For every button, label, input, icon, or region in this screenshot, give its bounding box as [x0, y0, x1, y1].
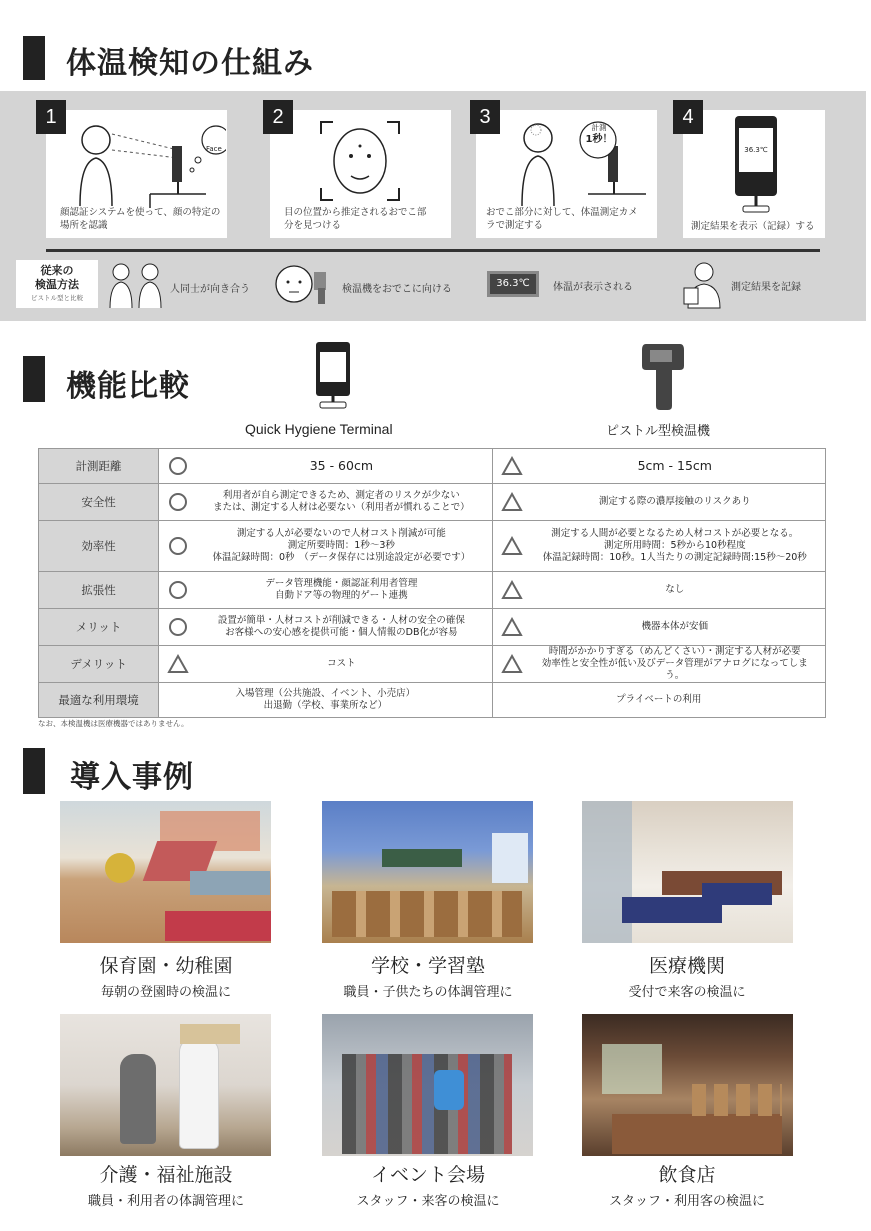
section-marker	[23, 36, 45, 80]
comparison-row-header: デメリット	[39, 646, 159, 683]
face-detection-illustration	[315, 116, 405, 206]
case-subtitle: 受付で来客の検温に	[628, 985, 746, 1000]
comparison-cell-pistol: プライベートの利用	[492, 683, 825, 718]
step-caption: 測定結果を表示（記録）する	[691, 221, 815, 232]
case-subtitle: 職員・利用者の体調管理に	[87, 1194, 244, 1209]
triangle-mark-icon	[167, 653, 189, 675]
triangle-mark-icon	[501, 579, 523, 601]
comparison-cell-terminal: コスト	[159, 646, 492, 683]
triangle-mark-icon	[501, 616, 523, 638]
circle-mark-icon	[167, 535, 189, 557]
comparison-cell-terminal: 利用者が自ら測定できるため、測定者のリスクが少ない または、測定する人材は必要ない（利用者が慣れることで）	[159, 484, 492, 521]
circle-mark-icon	[167, 455, 189, 477]
disclaimer-note: なお、本検温機は医療機器ではありません。	[38, 719, 189, 728]
photo-board	[180, 1024, 240, 1044]
measure-bubble-label: 計測 1秒！	[585, 123, 613, 145]
step-number-4: 4	[673, 100, 703, 134]
section-divider	[46, 249, 820, 252]
photo-window	[492, 833, 528, 883]
comparison-row	[39, 521, 826, 572]
legacy-step-text: 測定結果を記録	[731, 282, 801, 293]
step-card-4	[683, 110, 825, 238]
photo-table	[612, 1114, 782, 1154]
case-photo-nursery	[60, 801, 271, 943]
case-subtitle: 毎朝の登園時の検温に	[100, 985, 231, 1000]
photo-chairs	[692, 1084, 782, 1116]
comparison-table	[38, 448, 826, 718]
comparison-row	[39, 683, 826, 718]
face-label: Face	[206, 145, 222, 153]
triangle-mark-icon	[501, 535, 523, 557]
pistol-thermometer-icon	[640, 340, 686, 412]
legacy-method-label: 従来の 検温方法 ピストル型と比較	[16, 260, 98, 308]
forehead-thermometer-icon	[272, 258, 336, 310]
legacy-step-text: 検温機をおでこに向ける	[342, 284, 452, 295]
section-marker	[23, 748, 45, 794]
comparison-row-header: 効率性	[39, 521, 159, 572]
circle-mark-icon	[167, 491, 189, 513]
comparison-row-header: 拡張性	[39, 572, 159, 609]
step-number-1: 1	[36, 100, 66, 134]
comparison-row-header: 計測距離	[39, 449, 159, 484]
column-head-pistol: ピストル型検温機	[606, 424, 711, 439]
temperature-measure-illustration	[506, 116, 656, 208]
case-photo-restaurant	[582, 1014, 793, 1156]
section-marker	[23, 356, 45, 402]
comparison-row-header: 最適な利用環境	[39, 683, 159, 718]
photo-desks	[332, 891, 522, 937]
comparison-cell-terminal: 設置が簡単・人材コストが削減できる・人材の安全の確保 お客様への安心感を提供可能・個人情報のDB化が容易	[159, 609, 492, 646]
comparison-cell-terminal: 35 - 60cm	[159, 449, 492, 484]
photo-person	[180, 1038, 218, 1148]
comparison-row	[39, 609, 826, 646]
comparison-cell-pistol: 機器本体が安価	[492, 609, 825, 646]
terminal-screen-temp: 36.3℃	[744, 146, 768, 154]
section-title-cases: 導入事例	[70, 760, 194, 795]
comparison-row	[39, 646, 826, 683]
comparison-row	[39, 572, 826, 609]
section-title-mechanism: 体温検知の仕組み	[66, 46, 314, 81]
case-title: イベント会場	[370, 1164, 485, 1186]
step-card-2	[270, 110, 451, 238]
step-caption: 目の位置から推定されるおでこ部 分を見つける	[284, 207, 427, 231]
circle-mark-icon	[167, 616, 189, 638]
comparison-cell-terminal: データ管理機能・顔認証利用者管理 自動ドア等の物理的ゲート連携	[159, 572, 492, 609]
terminal-device-icon	[731, 114, 781, 214]
step-caption: おでこ部分に対して、体温測定カメ ラで測定する	[486, 207, 638, 231]
step-card-3	[476, 110, 657, 238]
case-title: 飲食店	[658, 1164, 716, 1186]
case-photo-event	[322, 1014, 533, 1156]
case-title: 学校・学習塾	[370, 955, 485, 977]
legacy-temp-display: 36.3℃	[487, 271, 539, 297]
photo-window	[602, 1044, 662, 1094]
case-title: 介護・福祉施設	[99, 1164, 233, 1186]
case-title: 医療機関	[648, 955, 725, 977]
legacy-step-text: 人同士が向き合う	[170, 284, 250, 295]
quick-hygiene-terminal-icon	[312, 340, 354, 410]
triangle-mark-icon	[501, 491, 523, 513]
comparison-cell-pistol: なし	[492, 572, 825, 609]
circle-mark-icon	[167, 579, 189, 601]
comparison-cell-terminal: 測定する人が必要ないので人材コスト削減が可能 測定所要時間：1秒〜3秒 体温記録時間：0秒 （データ保存には別途設定が必要です）	[159, 521, 492, 572]
legacy-step-text: 体温が表示される	[553, 282, 633, 293]
case-subtitle: スタッフ・来客の検温に	[356, 1194, 500, 1209]
comparison-row	[39, 449, 826, 484]
two-people-icon	[106, 262, 166, 310]
comparison-cell-pistol: 測定する人間が必要となるため人材コストが必要となる。 測定所用時間：5秒から10秒程度 体温記録時間：10秒。1人当たりの測定記録時間:15秒〜20秒	[492, 521, 825, 572]
recording-person-icon	[680, 260, 724, 310]
photo-chair	[165, 911, 271, 941]
comparison-row-header: メリット	[39, 609, 159, 646]
comparison-cell-pistol: 5cm - 15cm	[492, 449, 825, 484]
column-head-terminal: Quick Hygiene Terminal	[245, 421, 393, 437]
comparison-row-header: 安全性	[39, 484, 159, 521]
case-title: 保育園・幼稚園	[99, 955, 233, 977]
photo-crowd	[342, 1054, 512, 1154]
photo-table	[190, 871, 270, 895]
comparison-cell-pistol: 測定する際の濃厚接触のリスクあり	[492, 484, 825, 521]
step-number-2: 2	[263, 100, 293, 134]
comparison-cell-pistol: 時間がかかりすぎる（めんどくさい）・測定する人材が必要 効率性と安全性が低い及びデータ管理がアナログになってしまう。	[492, 646, 825, 683]
section-title-comparison: 機能比較	[66, 369, 190, 404]
triangle-mark-icon	[501, 653, 523, 675]
photo-toy	[105, 853, 135, 883]
step-card-1	[46, 110, 227, 238]
case-subtitle: 職員・子供たちの体調管理に	[343, 985, 513, 1000]
case-photo-care	[60, 1014, 271, 1156]
step-caption: 顔認証システムを使って、顔の特定の 場所を認識	[60, 207, 221, 231]
case-photo-hospital	[582, 801, 793, 943]
photo-board	[382, 849, 462, 867]
photo-sofa	[702, 883, 772, 905]
comparison-row	[39, 484, 826, 521]
photo-person	[120, 1054, 156, 1144]
face-recognition-illustration	[66, 118, 226, 208]
step-number-3: 3	[470, 100, 500, 134]
triangle-mark-icon	[501, 455, 523, 477]
case-photo-school	[322, 801, 533, 943]
photo-backpack	[434, 1070, 464, 1110]
case-subtitle: スタッフ・利用客の検温に	[608, 1194, 765, 1209]
comparison-cell-terminal: 入場管理（公共施設、イベント、小売店） 出退勤（学校、事業所など）	[159, 683, 492, 718]
